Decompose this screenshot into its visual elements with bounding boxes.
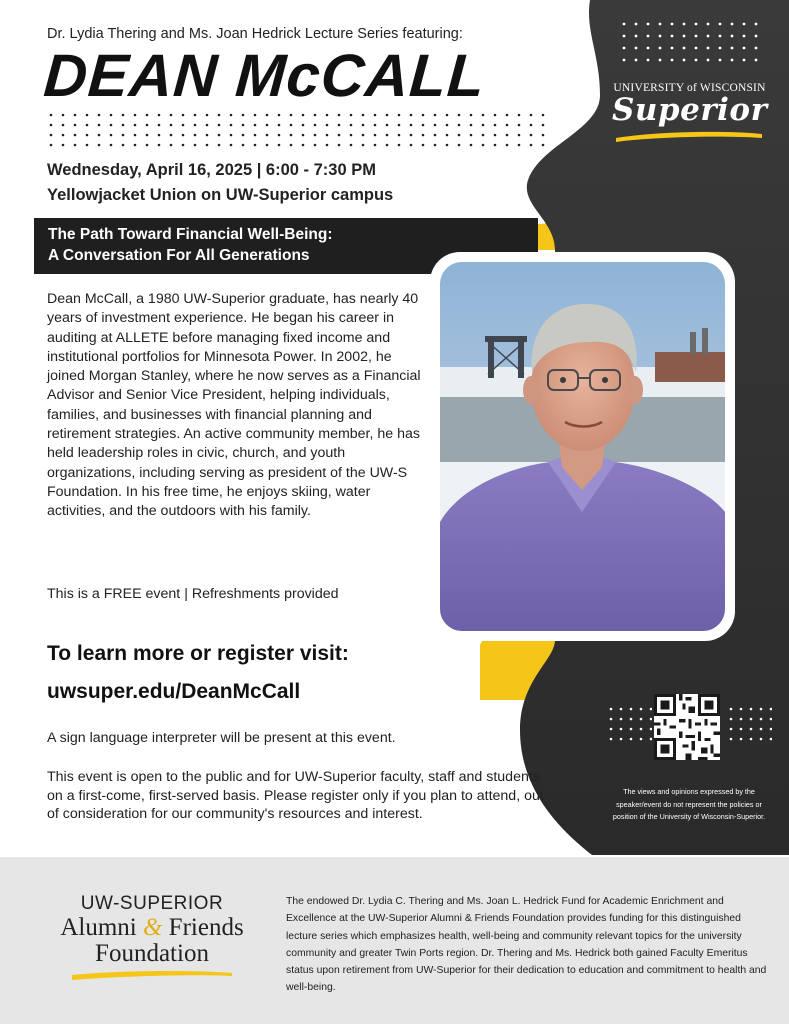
foundation-logo-swoosh xyxy=(36,967,268,981)
speaker-photo-frame xyxy=(430,252,735,641)
event-date-time: Wednesday, April 16, 2025 | 6:00 - 7:30 PM xyxy=(47,161,376,179)
logo-superior-text: Superior xyxy=(612,92,768,128)
asl-note: A sign language interpreter will be present at this event. xyxy=(47,730,396,746)
foundation-logo-friends: Friends xyxy=(162,914,244,941)
logo-underline-swoosh xyxy=(612,128,767,142)
disclaimer-text: The views and opinions expressed by the speaker/event do not represent the policies or position of the University of Wisconsin-Superior. xyxy=(612,787,766,821)
lecture-series-title: Dr. Lydia Thering and Ms. Joan Hedrick Lecture Series featuring: xyxy=(47,26,463,42)
speaker-photo-illustration xyxy=(440,262,725,631)
register-link[interactable]: uwsuper.edu/DeanMcCall xyxy=(47,680,301,703)
talk-title-line1: The Path Toward Financial Well-Being: xyxy=(48,226,333,243)
free-event-note: This is a FREE event | Refreshments provided xyxy=(47,586,339,602)
foundation-logo-line3: Foundation xyxy=(95,940,209,967)
register-heading: To learn more or register visit: xyxy=(47,642,349,665)
qr-code-icon[interactable] xyxy=(654,694,720,760)
dot-pattern xyxy=(608,706,652,746)
event-venue: Yellowjacket Union on UW-Superior campus xyxy=(47,186,394,204)
uw-superior-logo xyxy=(612,82,767,147)
foundation-description: The endowed Dr. Lydia C. Thering and Ms. Joan L. Hedrick Fund for Academic Enrichment and Excellence at the UW-Superior Alumni & Friends Foundation provides funding for this distinguished lecture series which emphasizes health, well-being and community relevant topics for the university community and greater Twin Ports region. Dr. Thering and Ms. Hedrick both gained Faculty Emeritus status upon retirement from UW-Superior for their dedication to education and commitment to health and well-being. xyxy=(286,896,767,994)
foundation-logo xyxy=(36,893,268,986)
dot-pattern xyxy=(620,20,770,70)
foundation-logo-alumni: Alumni xyxy=(60,914,143,941)
dot-pattern xyxy=(728,706,772,746)
logo-university-text: UNIVERSITY of WISCONSIN xyxy=(613,82,766,94)
dot-pattern xyxy=(48,112,548,148)
talk-title-line2: A Conversation For All Generations xyxy=(48,247,310,264)
speaker-photo xyxy=(440,262,725,631)
speaker-name: DEAN McCALL xyxy=(41,42,488,109)
footer xyxy=(0,857,789,1024)
attendance-info: This event is open to the public and for UW-Superior faculty, staff and students on a first-come, first-served basis. Please register only if you plan to attend, out of consideration for our community's resources and interest. xyxy=(47,769,544,823)
speaker-bio: Dean McCall, a 1980 UW-Superior graduate, has nearly 40 years of investment experience. He began his career in auditing at ALLETE before managing fixed income and institutional portfolios for Minnesota Power. In 2002, he joined Morgan Stanley, where he now serves as a Financial Advisor and Senior Vice President, helping individuals, families, and businesses with financial planning and retirement strategies. An active community member, he has held leadership roles in civic, church, and youth organizations, including serving as president of the UW-S Foundation. In his free time, he enjoys skiing, water activities, and the outdoors with his family. xyxy=(47,291,421,520)
foundation-logo-line1: UW-SUPERIOR xyxy=(80,893,224,914)
foundation-logo-line2 xyxy=(36,915,268,941)
foundation-logo-ampersand: & xyxy=(142,914,163,941)
